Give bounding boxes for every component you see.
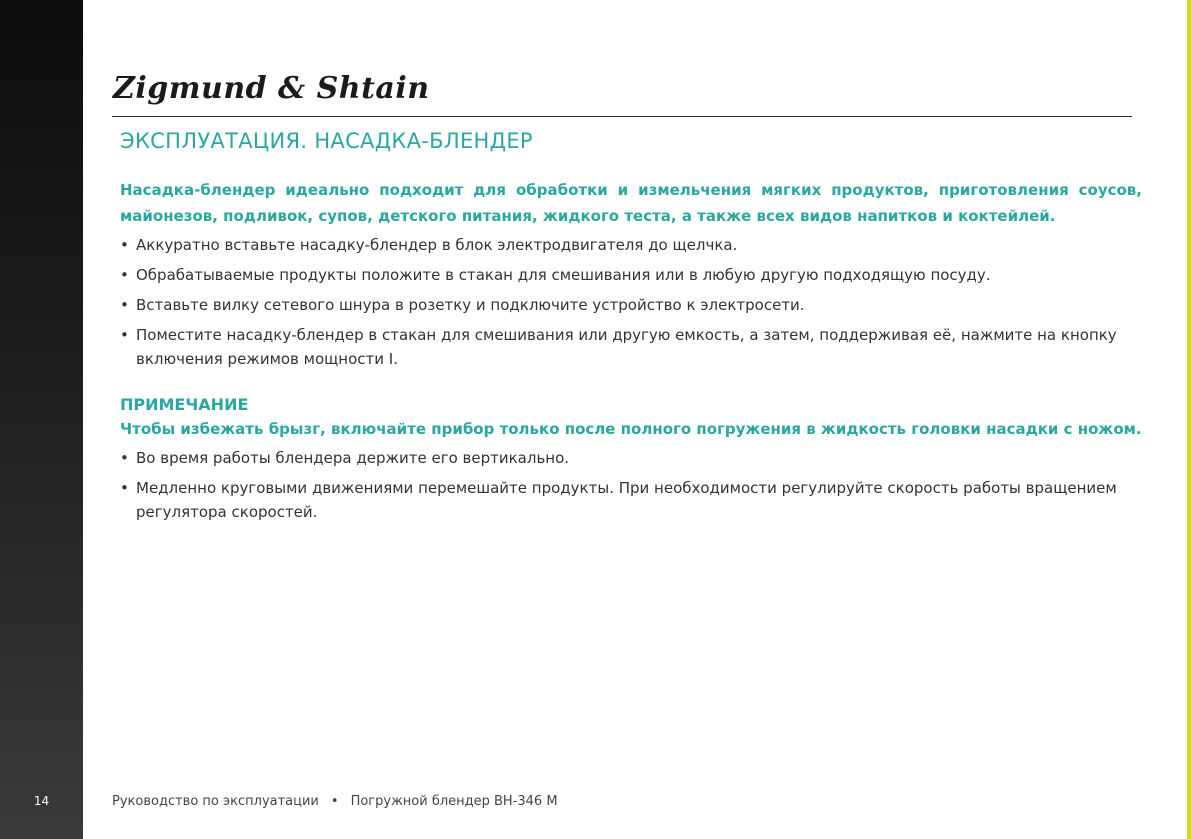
list-item: • Поместите насадку-блендер в стакан для смешивания или другую емкость, а затем, поддерживая её, нажмите на кнопку включения режимов мощности I. — [120, 323, 1142, 371]
note-list — [120, 446, 1142, 524]
list-item: • Медленно круговыми движениями перемешайте продукты. При необходимости регулируйте скорость работы вращением регулятора скоростей. — [120, 476, 1142, 524]
footer-manual-label: Руководство по эксплуатации — [112, 794, 319, 809]
page-number: 14 — [33, 794, 50, 808]
accent-edge — [1187, 0, 1191, 839]
page-title: ЭКСПЛУАТАЦИЯ. НАСАДКА-БЛЕНДЕР — [120, 129, 533, 153]
list-item: • Аккуратно вставьте насадку-блендер в блок электродвигателя до щелчка. — [120, 233, 1142, 257]
list-item: • Вставьте вилку сетевого шнура в розетку и подключите устройство к электросети. — [120, 293, 1142, 317]
footer — [112, 794, 558, 809]
main-content — [120, 127, 1142, 530]
footer-product-label: Погружной блендер BH-346 M — [350, 794, 558, 809]
list-item: • Обрабатываемые продукты положите в стакан для смешивания или в любую другую подходящую посуду. — [120, 263, 1142, 287]
footer-separator: • — [330, 794, 339, 809]
brand-logo: Zigmund & Shtain — [113, 71, 430, 106]
note-text: Чтобы избежать брызг, включайте прибор только после полного погружения в жидкость головки насадки с ножом. — [120, 420, 1142, 438]
usage-steps-list — [120, 233, 1142, 371]
sidebar — [0, 0, 83, 839]
list-item: • Во время работы блендера держите его вертикально. — [120, 446, 1142, 470]
note-heading: ПРИМЕЧАНИЕ — [120, 395, 249, 414]
header-divider — [112, 116, 1132, 117]
intro-paragraph: Насадка-блендер идеально подходит для обработки и измельчения мягких продуктов, приготовления соусов, майонезов, подливок, супов, детского питания, жидкого теста, а также всех видов напитков и коктейлей. — [120, 181, 1142, 225]
